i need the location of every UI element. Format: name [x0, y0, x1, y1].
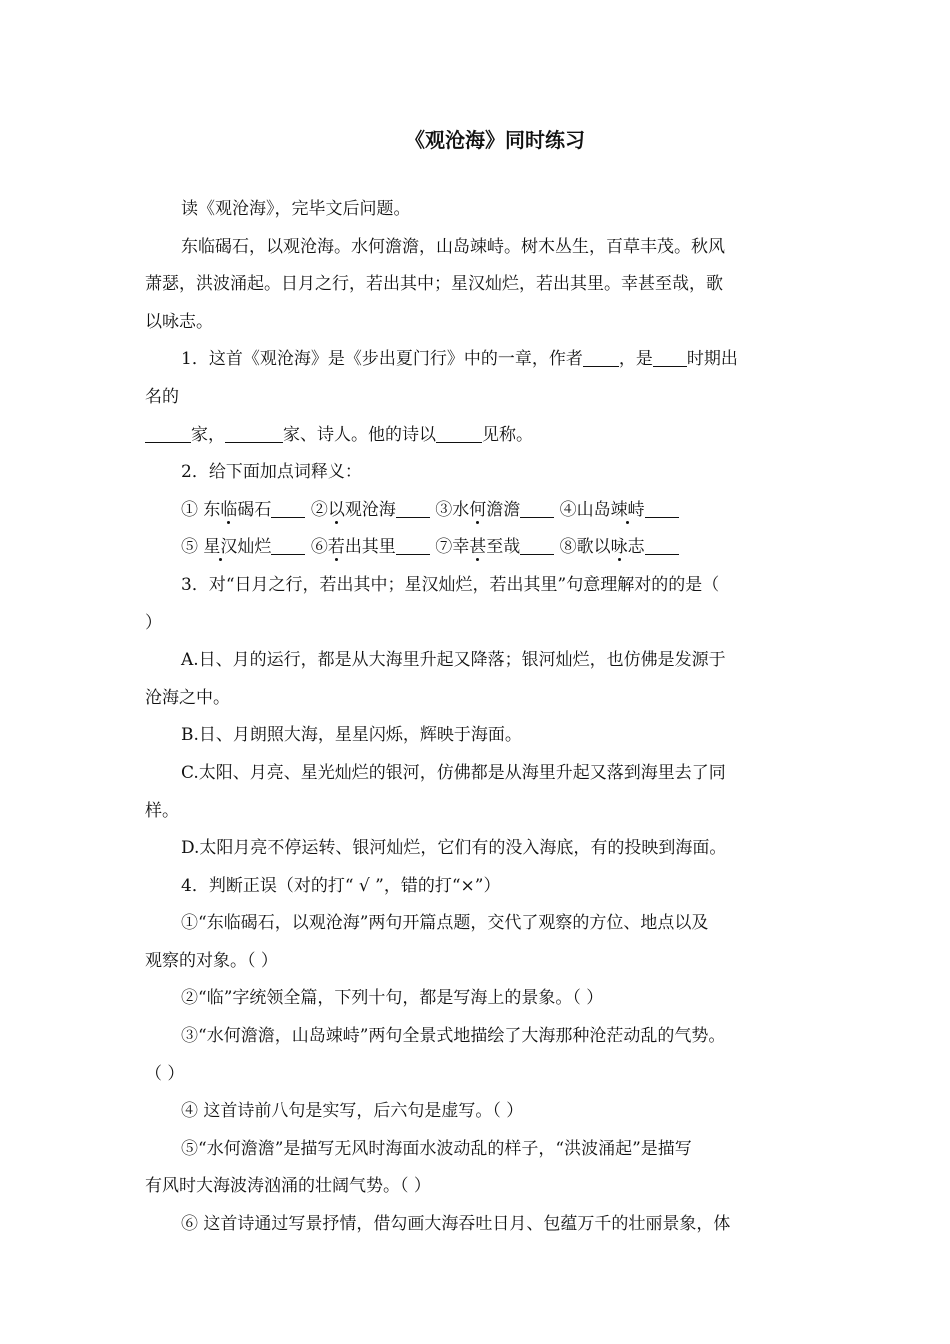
item: ① 东临碣石 — [181, 500, 305, 520]
statement: ②“临”字统领全篇，下列十句，都是写海上的景象。（ ） — [181, 988, 604, 1009]
question-3: 3．对“日月之行，若出其中；星汉灿烂，若出其里”句意理解对的的是（ — [181, 574, 720, 595]
answer-blank[interactable] — [645, 499, 679, 518]
option-d: D.太阳月亮不停运转、银河灿烂，它们有的没入海底，有的投映到海面。 — [181, 838, 727, 859]
question-2-items-row — [145, 529, 807, 567]
question-4-head: 4．判断正误（对的打“ √ ”，错的打“×”） — [181, 875, 501, 896]
item: ⑦幸甚至哉 — [435, 537, 554, 557]
option-a: A.日、月的运行，都是从大海里升起又降落；银河灿烂，也仿佛是发源于 — [181, 650, 726, 671]
answer-blank[interactable] — [225, 424, 283, 443]
item: ⑧歌以咏志 — [560, 537, 679, 557]
statement: （ ） — [145, 1063, 185, 1084]
question-text: 见称。 — [482, 424, 533, 445]
statement: ③“水何澹澹，山岛竦峙”两句全景式地描绘了大海那种沧茫动乱的气势。 — [181, 1026, 726, 1047]
question-text: 时期出 — [686, 349, 738, 370]
answer-blank[interactable] — [583, 348, 619, 367]
intro-text: 读《观沧海》，完毕文后问题。 — [181, 199, 411, 219]
answer-blank[interactable] — [520, 536, 554, 555]
question-text: ） — [145, 612, 162, 633]
question-2-items-row — [145, 492, 807, 530]
poem-line: 东临碣石，以观沧海。水何澹澹，山岛竦峙。树木丛生，百草丰茂。秋风 — [181, 236, 725, 257]
answer-blank[interactable] — [271, 536, 305, 555]
statement: ①“东临碣石，以观沧海”两句开篇点题，交代了观察的方位、地点以及 — [181, 913, 709, 934]
answer-blank[interactable] — [645, 536, 679, 555]
statement: 有风时大海波涛汹涌的壮阔气势。（ ） — [145, 1176, 431, 1197]
option-c: C.太阳、月亮、星光灿烂的银河，仿佛都是从海里升起又落到海里去了同 — [181, 762, 726, 783]
poem-line: 萧瑟，洪波涌起。日月之行，若出其中；星汉灿烂，若出其里。幸甚至哉，歌 — [145, 274, 723, 295]
statement: ⑥ 这首诗通过写景抒情，借勾画大海吞吐日月、包蕴万千的壮丽景象，体 — [181, 1214, 731, 1235]
statement: ④ 这首诗前八句是实写，后六句是虚写。（ ） — [181, 1101, 524, 1122]
question-text: 家， — [191, 424, 225, 445]
option-c-cont: 样。 — [145, 800, 179, 821]
item: ③水何澹澹 — [435, 500, 554, 520]
answer-blank[interactable] — [396, 499, 430, 518]
question-1-cont — [145, 417, 807, 455]
question-1 — [145, 341, 807, 379]
statement: ⑤“水何澹澹”是描写无风时海面水波动乱的样子，“洪波涌起”是描写 — [181, 1138, 692, 1159]
option-a-cont: 沧海之中。 — [145, 687, 230, 708]
item: ⑥若出其里 — [311, 537, 430, 557]
answer-blank[interactable] — [653, 348, 687, 367]
answer-blank[interactable] — [520, 499, 554, 518]
question-text: 名的 — [145, 386, 179, 407]
page-title: 《观沧海》同时练习 — [405, 128, 585, 152]
item: ⑤ 星汉灿烂 — [181, 537, 305, 557]
statement: 观察的对象。（ ） — [145, 950, 278, 971]
item: ④山岛竦峙 — [560, 500, 679, 520]
option-b: B.日、月朗照大海，星星闪烁，辉映于海面。 — [181, 725, 522, 746]
answer-blank[interactable] — [271, 499, 305, 518]
answer-blank[interactable] — [396, 536, 430, 555]
poem-line: 以咏志。 — [145, 311, 213, 332]
question-text: 1．这首《观沧海》是《步出夏门行》中的一章，作者 — [181, 349, 583, 370]
question-text: 家、诗人。他的诗以 — [283, 424, 436, 445]
document-body — [145, 191, 807, 1244]
item: ②以观沧海 — [311, 500, 430, 520]
question-2-head: 2．给下面加点词释义： — [181, 462, 362, 483]
answer-blank[interactable] — [145, 424, 191, 443]
answer-blank[interactable] — [436, 424, 482, 443]
question-text: ，是 — [618, 349, 653, 370]
